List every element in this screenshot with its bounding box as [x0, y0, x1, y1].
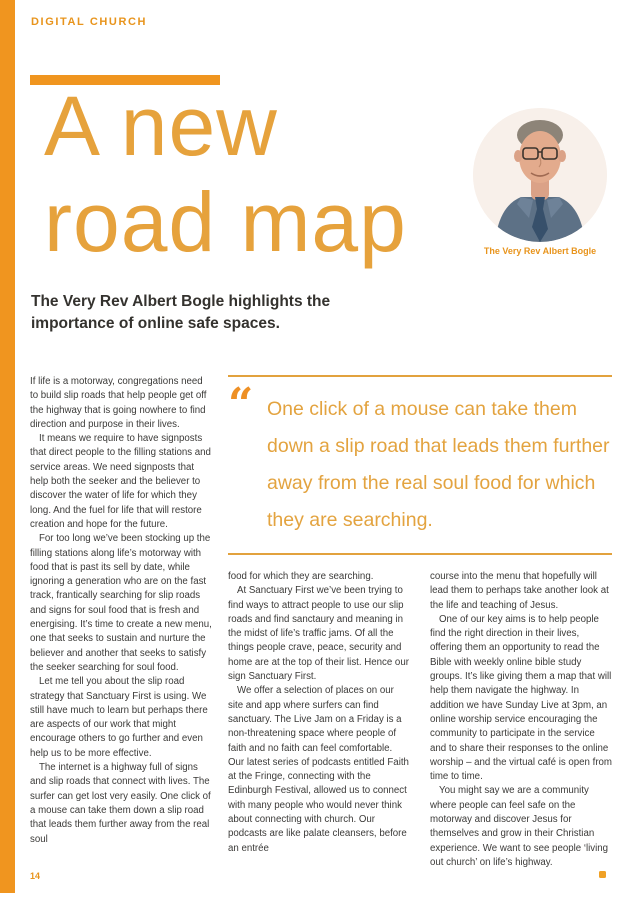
body-column-middle [228, 570, 411, 856]
paragraph: Let me tell you about the slip road strategy that Sanctuary First is using. We still have much to learn but perhaps there are aspects of our work that might encourage others to go further and even help us to be more effective. [30, 676, 208, 759]
paragraph: You might say we are a community where people can feel safe on the motorway and discover Jesus for themselves and grow in their Christian experience. We want to see people ‘living out church’ on life’s highway. [430, 785, 609, 868]
paragraph: At Sanctuary First we’ve been trying to find ways to attract people to use our slip roads and find sanctaury and meaning in the midst of life’s traffic jams. Of all the things people crave, peace, security and home are at the top of their list. Hence our sign Sanctuary First. [228, 585, 409, 683]
paragraph: The internet is a highway full of signs and slip roads that connect with lives. The surfer can get lost very easily. One click of a mouse can take them down a slip road that leads them further away from the real soul [30, 762, 211, 845]
body-column-left [30, 375, 213, 847]
pull-quote [228, 375, 612, 555]
quote-mark-icon: “ [228, 379, 254, 430]
article-title [44, 78, 407, 270]
paragraph: course into the menu that hopefully will lead them to perhaps take another look at the life and teaching of Jesus. [430, 571, 609, 611]
article-title-line1: A new [44, 79, 278, 173]
section-kicker: DIGITAL CHURCH [31, 16, 148, 28]
article-standfirst: The Very Rev Albert Bogle highlights the importance of online safe spaces. [31, 293, 331, 332]
portrait-caption: The Very Rev Albert Bogle [483, 246, 597, 256]
page-number: 14 [30, 871, 41, 881]
pull-quote-text: One click of a mouse can take them down a slip road that leads them further away from the real soul food for which they are searching. [267, 398, 610, 531]
paragraph: It means we require to have signposts that direct people to the filling stations and service areas. We need signposts that help both the seeker and the believer to discover the water of life for which they long. And the fuel for life that will restore creation and hope for the future. [30, 433, 211, 530]
paragraph: If life is a motorway, congregations need to build slip roads that help people get off the highway that is going nowhere to find direction and purpose in their lives. [30, 376, 207, 430]
left-edge-accent-bar [0, 0, 15, 893]
paragraph: We offer a selection of places on our site and app where surfers can find sanctuary. The Live Jam on a Friday is a non-threatening space where people of faith and no faith can feel comfortable. Our latest series of podcasts entitled Faith at the Fringe, connecting with the Edinburgh Festival, allowed us to connect with many people who would never think about connecting with church. Our podcasts are like palate cleansers, before an entrée [228, 685, 409, 854]
paragraph: One of our key aims is to help people find the right direction in their lives, offering them an opportunity to read the Bible with weekly online bible study groups. It’s like giving them a map that will help them navigate the highway. In addition we have Sunday Live at 3pm, an online worship service encouraging the community to participate in the service and to share their responses to the online worship – and the virtual café is open from time to time. [430, 613, 613, 783]
article-end-mark-icon [599, 871, 606, 878]
author-portrait [473, 108, 607, 242]
paragraph: For too long we’ve been stocking up the filling stations along life’s motorway with food that is past its sell by date, while ignoring a generation who are on the fast track, frantically searching for slip roads and signs for soul food that is fresh and energising. It’s time to create a new menu, one that seeks to sustain and nurture the believer and another that seeks to satisfy the seeker searching for soul food. [30, 533, 212, 673]
body-column-right [430, 570, 613, 870]
paragraph: food for which they are searching. [228, 571, 374, 582]
portrait-photo [473, 108, 607, 242]
article-title-line2: road map [44, 175, 407, 269]
